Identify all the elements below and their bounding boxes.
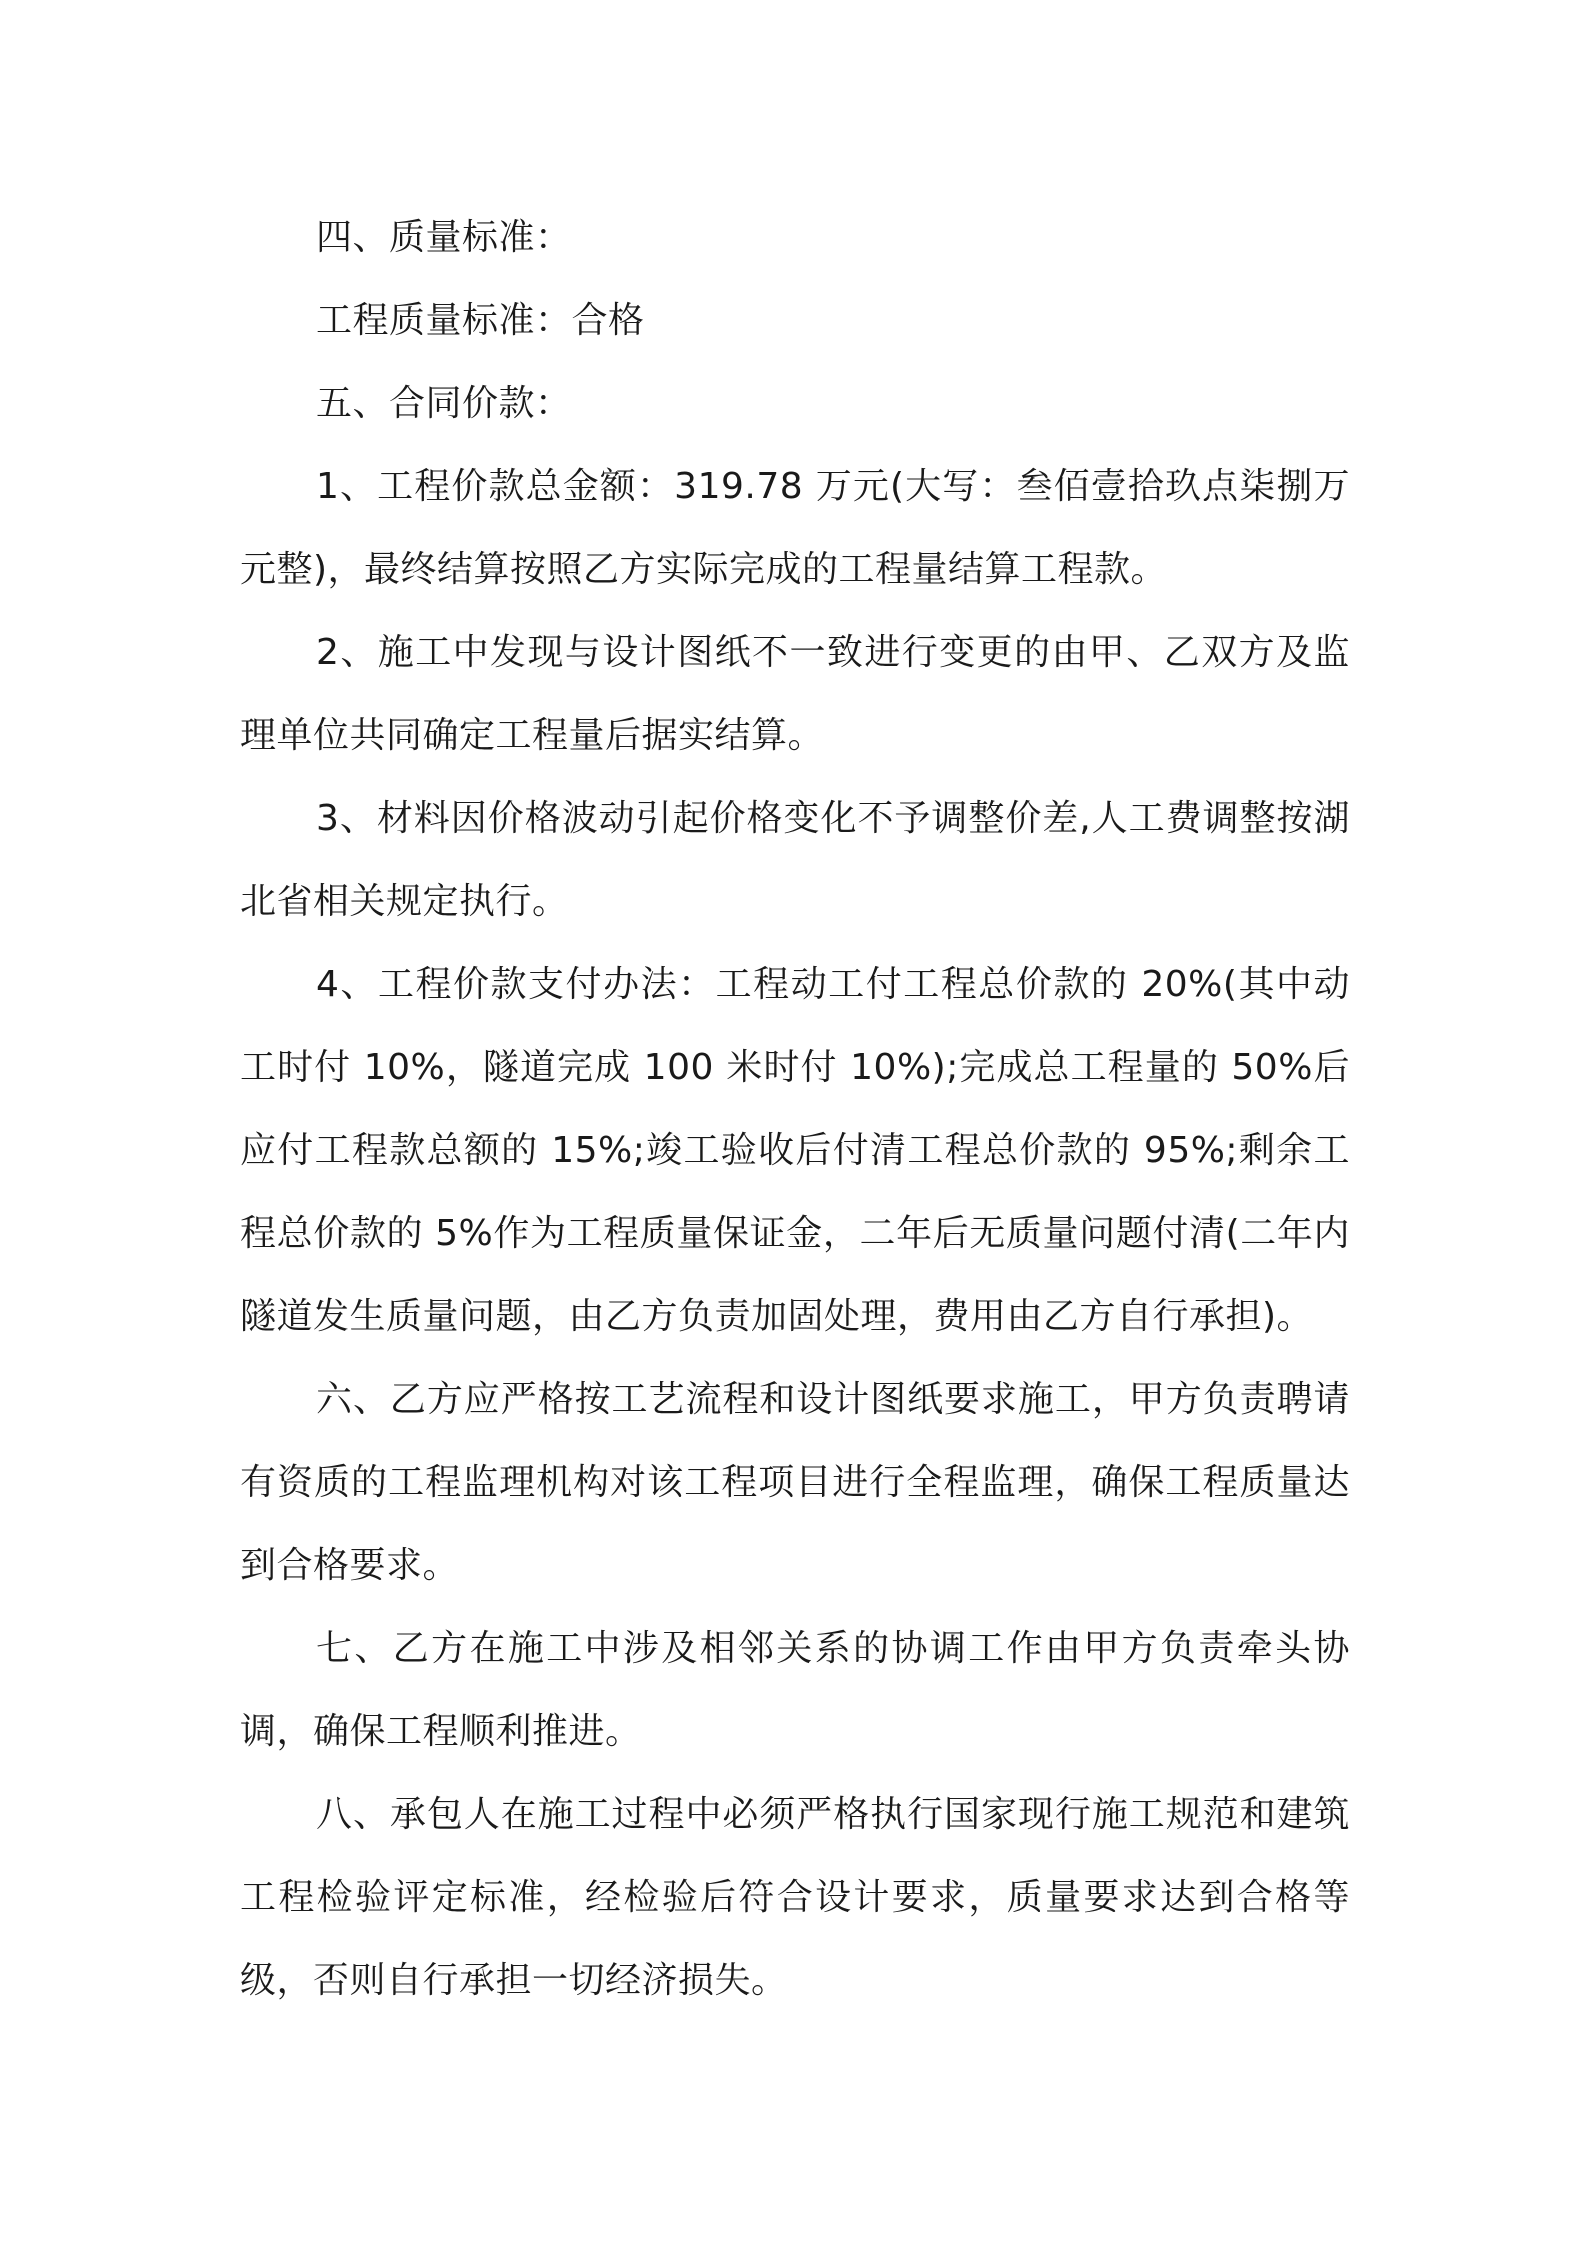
price-clause-1: 1、工程价款总金额：319.78 万元(大写：叁佰壹拾玖点柒捌万元整)，最终结算按照乙方实际完成的工程量结算工程款。: [240, 466, 1350, 590]
section-heading-quality: 四、质量标准：: [316, 217, 572, 258]
section-heading-price: 五、合同价款：: [316, 383, 572, 424]
document-body: [240, 196, 1350, 2022]
price-clause-3: 3、材料因价格波动引起价格变化不予调整价差,人工费调整按湖北省相关规定执行。: [240, 798, 1350, 922]
price-clause-4: 4、工程价款支付办法：工程动工付工程总价款的 20%(其中动工时付 10%，隧道完成 100 米时付 10%);完成总工程量的 50%后应付工程款总额的 15%;竣工验收后付清工程总价款的 95%;剩余工程总价款的 5%作为工程质量保证金，二年后无质量问题付清(二年内隧道发生质量问题，由乙方负责加固处理，费用由乙方自行承担)。: [240, 964, 1350, 1337]
section-eight-paragraph: 八、承包人在施工过程中必须严格执行国家现行施工规范和建筑工程检验评定标准，经检验后符合设计要求，质量要求达到合格等级，否则自行承担一切经济损失。: [240, 1794, 1350, 2001]
section-six-paragraph: 六、乙方应严格按工艺流程和设计图纸要求施工，甲方负责聘请有资质的工程监理机构对该工程项目进行全程监理，确保工程质量达到合格要求。: [240, 1379, 1350, 1586]
section-seven-paragraph: 七、乙方在施工中涉及相邻关系的协调工作由甲方负责牵头协调，确保工程顺利推进。: [240, 1628, 1350, 1752]
quality-standard-text: 工程质量标准：合格: [316, 300, 645, 341]
price-clause-2: 2、施工中发现与设计图纸不一致进行变更的由甲、乙双方及监理单位共同确定工程量后据实结算。: [240, 632, 1350, 756]
